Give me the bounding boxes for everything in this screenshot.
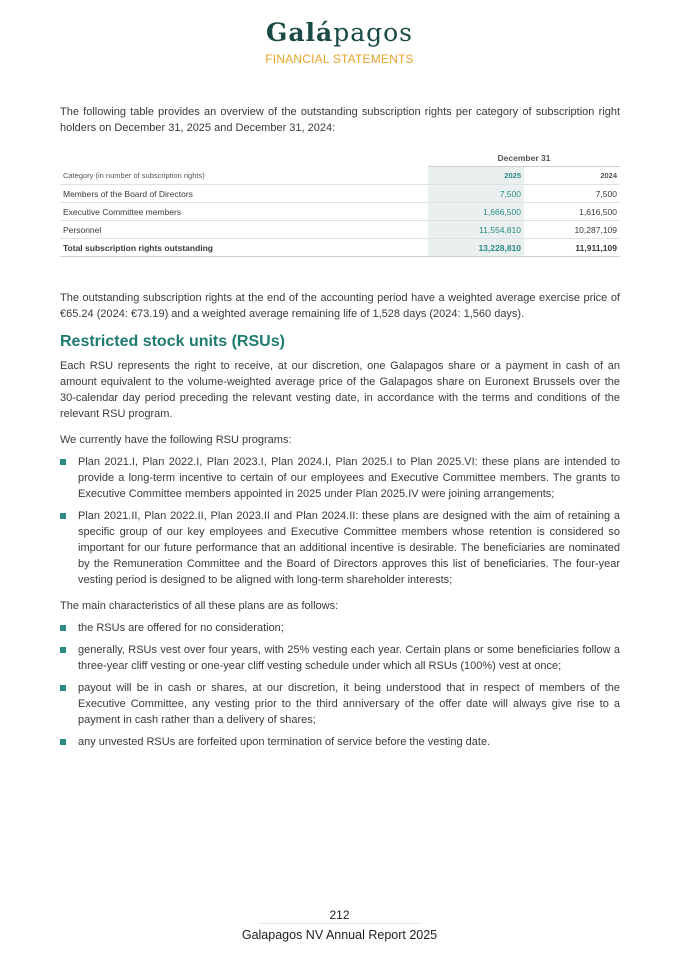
main-content — [60, 104, 620, 756]
galapagos-logo — [0, 18, 679, 48]
exercise-price-paragraph: The outstanding subscription rights at the end of the accounting period have a weighted average exercise price of €65.24 (2024: €73.19) and a weighted average remaining life of 1,528 days (2024: 1,560 days). — [60, 292, 620, 320]
row-label: Personnel — [60, 221, 428, 239]
list-item — [60, 454, 620, 502]
total-value-2025: 13,228,810 — [428, 239, 524, 257]
rsu-programs-list — [60, 454, 620, 588]
characteristics-list — [60, 620, 620, 750]
rsu-section-heading: Restricted stock units (RSUs) — [60, 333, 285, 350]
table-header-row — [60, 167, 620, 185]
rsu-programs-intro: We currently have the following RSU programs: — [60, 434, 292, 446]
logo-light-part: pagos — [333, 18, 414, 47]
list-item-text: the RSUs are offered for no consideration; — [78, 622, 284, 634]
page-number: 212 — [329, 908, 350, 922]
category-header: Category (in number of subscription rights) — [60, 167, 428, 185]
square-bullet-icon — [60, 459, 66, 465]
list-item-text: any unvested RSUs are forfeited upon termination of service before the vesting date. — [78, 736, 491, 748]
list-item — [60, 734, 620, 750]
row-value-2024: 1,616,500 — [524, 203, 620, 221]
rsu-definition-paragraph: Each RSU represents the right to receive, at our discretion, one Galapagos share or a payment in cash of an amount equivalent to the volume-weighted average price of the Galapagos share on Euronext Brussels over the 30-calendar day period preceding the relevant vesting date, in accordance with the terms and conditions of the relevant RSU program. — [60, 360, 620, 420]
report-title: Galapagos NV Annual Report 2025 — [241, 928, 438, 942]
square-bullet-icon — [60, 647, 66, 653]
intro-paragraph: The following table provides an overview of the outstanding subscription rights per category of subscription right holders on December 31, 2025 and December 31, 2024: — [60, 106, 620, 134]
subscription-rights-table — [60, 149, 620, 257]
square-bullet-icon — [60, 513, 66, 519]
list-item — [60, 620, 620, 636]
row-value-2025: 11,554,810 — [428, 221, 524, 239]
row-value-2024: 10,287,109 — [524, 221, 620, 239]
table-row — [60, 203, 620, 221]
row-value-2025: 1,666,500 — [428, 203, 524, 221]
row-value-2025: 7,500 — [428, 185, 524, 203]
list-item-text: Plan 2021.II, Plan 2022.II, Plan 2023.II and Plan 2024.II: these plans are designed with the aim of retaining a specific group of our key employees and Executive Committee members whose retention is considered so important for our future performance that an additional incentive is desirable. The beneficiaries are nominated by the Remuneration Committee and the Board of Directors approves this list of beneficiaries. The four-year vesting period is designed to be aligned with long-term shareholder interests; — [78, 510, 620, 586]
page-header — [0, 18, 679, 66]
square-bullet-icon — [60, 739, 66, 745]
logo-bold-part: Galá — [265, 18, 334, 47]
year-2024-header: 2024 — [524, 167, 620, 185]
table-group-header-row — [60, 149, 620, 167]
row-label: Executive Committee members — [60, 203, 428, 221]
section-subtitle: FINANCIAL STATEMENTS — [265, 52, 414, 66]
characteristics-intro: The main characteristics of all these plans are as follows: — [60, 600, 339, 612]
list-item-text: generally, RSUs vest over four years, with 25% vesting each year. Certain plans or some beneficiaries follow a three-year cliff vesting or one-year cliff vesting schedule under which all RSUs (100%) vest at once; — [78, 644, 620, 672]
list-item — [60, 508, 620, 588]
square-bullet-icon — [60, 625, 66, 631]
table-row — [60, 221, 620, 239]
row-label: Members of the Board of Directors — [60, 185, 428, 203]
december-31-header: December 31 — [428, 149, 620, 167]
list-item-text: Plan 2021.I, Plan 2022.I, Plan 2023.I, Plan 2024.I, Plan 2025.I to Plan 2025.VI: these plans are intended to provide a long-term incentive to certain of our employees and Executive Committee members. The grants to Executive Committee members appointed in 2025 under Plan 2025.IV were joining arrangements; — [78, 456, 620, 500]
total-value-2024: 11,911,109 — [524, 239, 620, 257]
subscription-rights-table-wrapper — [60, 149, 620, 257]
page-footer — [0, 908, 679, 942]
list-item-text: payout will be in cash or shares, at our discretion, it being understood that in respect of members of the Executive Committee, any vesting prior to the third anniversary of the offer date will always give rise to a payment in cash rather than a delivery of shares; — [78, 682, 620, 726]
total-label: Total subscription rights outstanding — [60, 239, 428, 257]
footer-divider — [260, 923, 420, 924]
row-value-2024: 7,500 — [524, 185, 620, 203]
list-item — [60, 642, 620, 674]
square-bullet-icon — [60, 685, 66, 691]
year-2025-header: 2025 — [428, 167, 524, 185]
table-row — [60, 185, 620, 203]
list-item — [60, 680, 620, 728]
table-total-row — [60, 239, 620, 257]
